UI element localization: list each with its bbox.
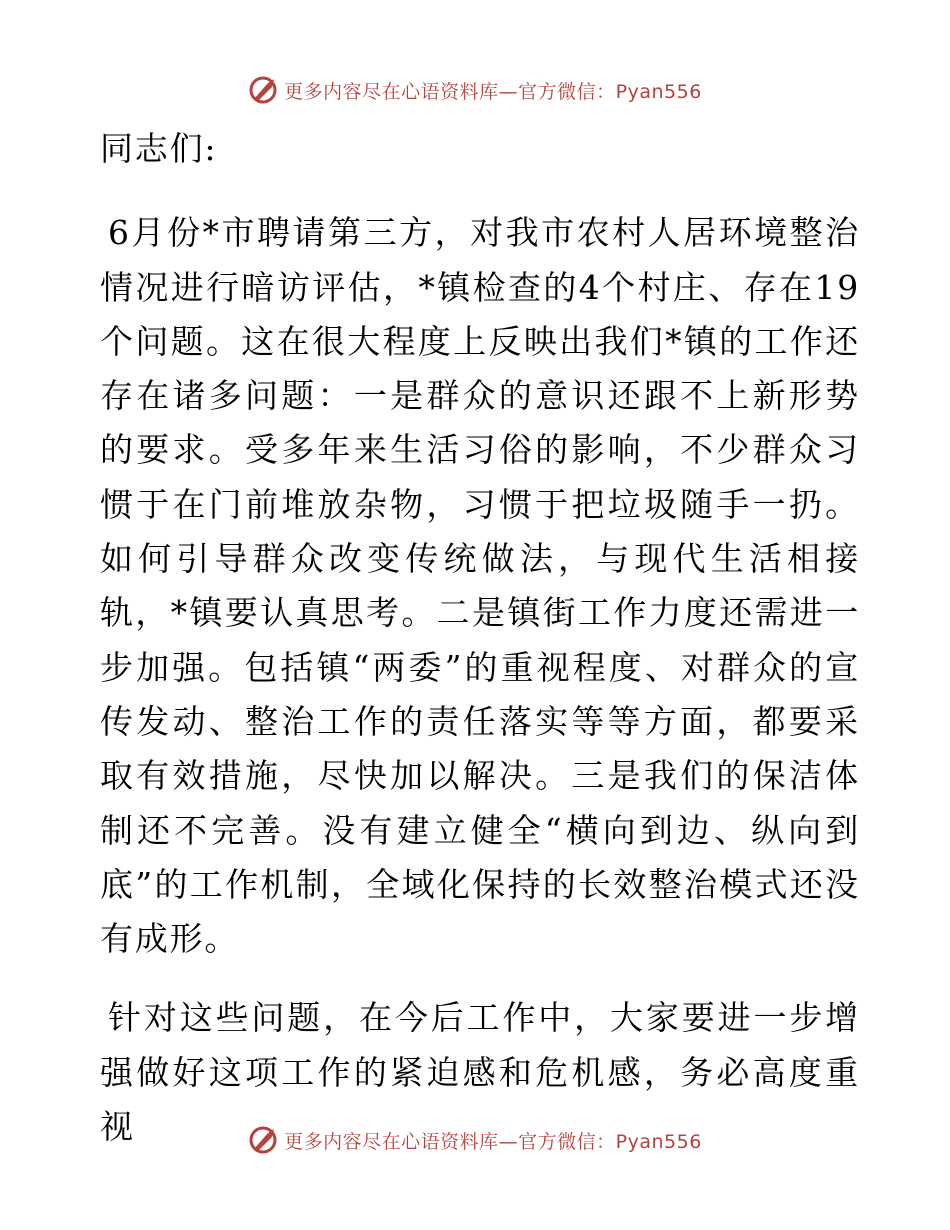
watermark-text: 更多内容尽在心语资料库—官方微信：Pyan556 — [284, 80, 702, 103]
paragraph: 6月份*市聘请第三方，对我市农村人居环境整治情况进行暗访评估，*镇检查的4个村庄、存在19个问题。这在很大程度上反映出我们*镇的工作还存在诸多问题：一是群众的意识还跟不上新形势的要求。受多年来生活习俗的影响，不少群众习惯于在门前堆放杂物，习惯于把垃圾随手一扔。如何引导群众改变传统做法，与现代生活相接轨，*镇要认真思考。二是镇街工作力度还需进一步加强。包括镇“两委”的重视程度、对群众的宣传发动、整治工作的责任落实等等方面，都要采取有效措施，尽快加以解决。三是我们的保洁体制还不完善。没有建立健全“横向到边、纵向到底”的工作机制，全域化保持的长效整治模式还没有成形。 — [100, 213, 860, 959]
salutation: 同志们: — [100, 129, 218, 168]
paragraph: 针对这些问题，在今后工作中，大家要进一步增强做好这项工作的紧迫感和危机感，务必高度重视 — [100, 998, 860, 1147]
watermark-text: 更多内容尽在心语资料库—官方微信：Pyan556 — [284, 1130, 702, 1153]
document-body — [100, 122, 860, 1154]
footer-watermark — [0, 1120, 950, 1160]
pen-logo-icon — [248, 75, 278, 105]
header-watermark — [0, 70, 950, 110]
pen-logo-icon — [248, 1125, 278, 1155]
